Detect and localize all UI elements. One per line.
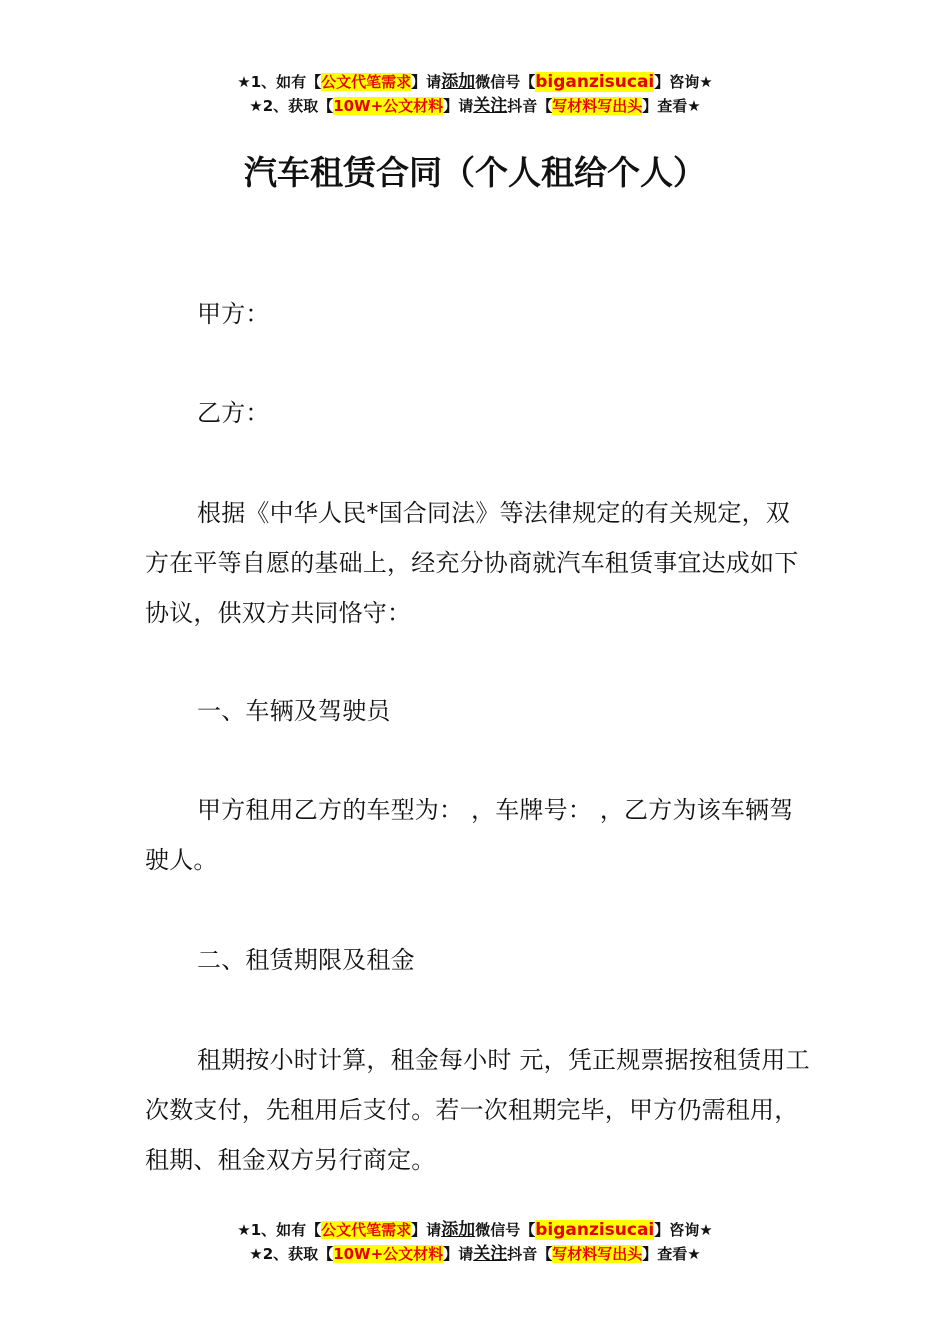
highlight-douyin-account: 写材料写出头 (552, 1245, 643, 1263)
party-a-line: 甲方： (197, 300, 270, 328)
banner-line-1: ★1、如有【公文代笔需求】请添加微信号【biganzisucai】咨询★ (237, 72, 713, 92)
underlined-follow: 关注 (473, 96, 508, 116)
section-1-body: 甲方租用乙方的车型为： ，车牌号： ，乙方为该车辆驾驶人。 (145, 796, 794, 874)
underlined-follow: 关注 (473, 1244, 508, 1264)
document-title: 汽车租赁合同（个人租给个人） (244, 153, 706, 192)
highlight-wechat-id: biganzisucai (535, 1220, 655, 1240)
highlight-writing-service: 公文代笔需求 (321, 73, 412, 91)
section-2-body: 租期按小时计算，租金每小时 元，凭正规票据按租赁用工次数支付，先租用后支付。若一次租期完毕，甲方仍需租用，租期、租金双方另行商定。 (145, 1046, 810, 1174)
banner-line-2: ★2、获取【10W+公文材料】请关注抖音【写材料写出头】查看★ (249, 96, 701, 116)
highlight-wechat-id: biganzisucai (535, 72, 655, 92)
highlight-writing-service: 公文代笔需求 (321, 1221, 412, 1239)
section-2-heading: 二、租赁期限及租金 (197, 946, 415, 974)
highlight-materials: 10W+公文材料 (333, 97, 444, 115)
banner-line-2: ★2、获取【10W+公文材料】请关注抖音【写材料写出头】查看★ (249, 1244, 701, 1264)
intro-paragraph: 根据《中华人民*国合同法》等法律规定的有关规定，双方在平等自愿的基础上，经充分协商就汽车租赁事宜达成如下协议，供双方共同恪守： (145, 499, 799, 627)
section-1-heading: 一、车辆及驾驶员 (197, 697, 391, 725)
header-banner (0, 70, 950, 118)
banner-line-1: ★1、如有【公文代笔需求】请添加微信号【biganzisucai】咨询★ (237, 1220, 713, 1240)
party-b-line: 乙方： (197, 399, 270, 427)
footer-banner (0, 1218, 950, 1266)
underlined-add: 添加 (441, 72, 476, 92)
highlight-materials: 10W+公文材料 (333, 1245, 444, 1263)
highlight-douyin-account: 写材料写出头 (552, 97, 643, 115)
underlined-add: 添加 (441, 1220, 476, 1240)
